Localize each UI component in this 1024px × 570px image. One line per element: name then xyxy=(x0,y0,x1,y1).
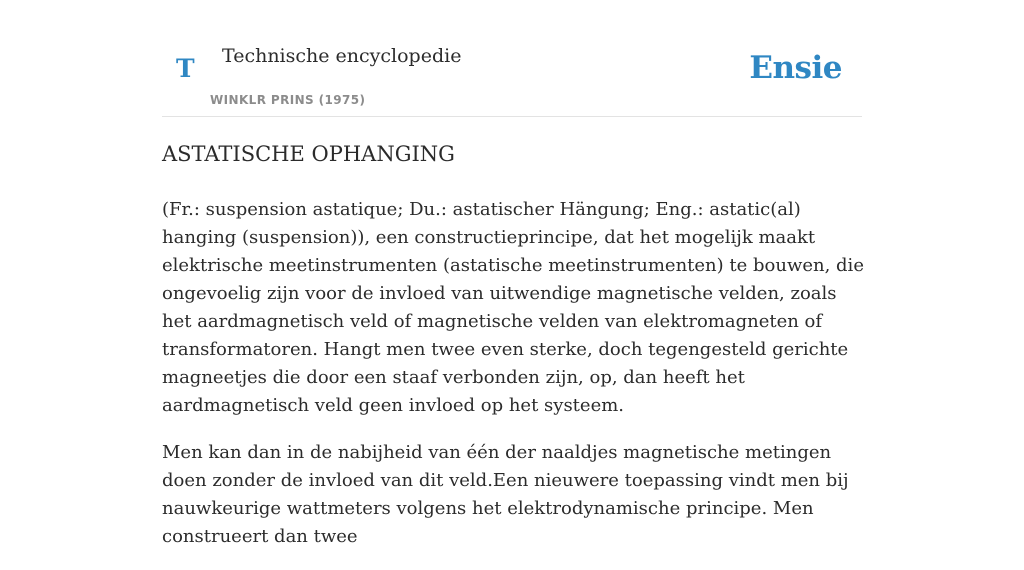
article xyxy=(162,138,868,570)
site-header xyxy=(162,0,862,117)
article-paragraph: (Fr.: suspension astatique; Du.: astatischer Hängung; Eng.: astatic(al) hanging (suspension)), een constructieprincipe, dat het mogelijk maakt elektrische meetinstrumenten (astatische meetinstrumenten) te bouwen, die ongevoelig zijn voor de invloed van uitwendige magnetische velden, zoals het aardmagnetisch veld of magnetische velden van elektromagneten of transformatoren. Hangt men twee even sterke, doch tegengesteld gerichte magneetjes die door een staaf verbonden zijn, op, dan heeft het aardmagnetisch veld geen invloed op het systeem. xyxy=(162,199,864,416)
book-subtitle: WINKLR PRINS (1975) xyxy=(210,93,366,107)
book-title[interactable]: Technische encyclopedie xyxy=(222,45,462,67)
article-title: ASTATISCHE OPHANGING xyxy=(162,142,455,166)
book-logo-icon[interactable]: T xyxy=(176,54,195,83)
article-paragraph: Men kan dan in de nabijheid van één der naaldjes magnetische metingen doen zonder de invloed van dit veld.Een nieuwere toepassing vindt men bij nauwkeurige wattmeters volgens het elektrodynamische principe. Men construeert dan twee xyxy=(162,442,849,547)
ensie-logo[interactable]: Ensie xyxy=(749,50,842,86)
